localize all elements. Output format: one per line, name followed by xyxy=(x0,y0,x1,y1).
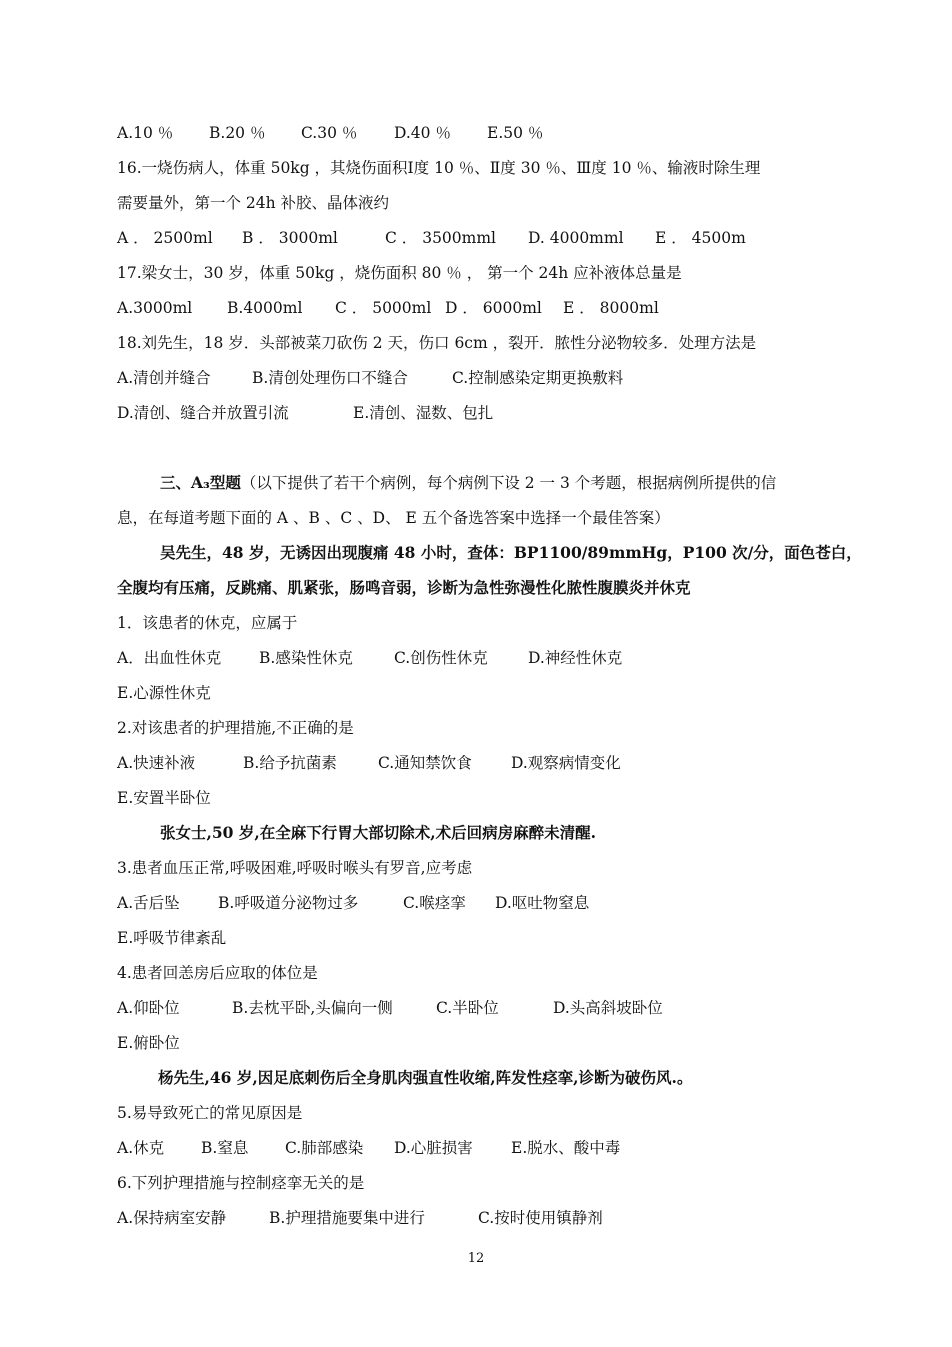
answer-option: C ． 5000ml xyxy=(335,299,432,317)
answer-option: C.半卧位 xyxy=(436,999,499,1017)
answer-option: A.清创并缝合 xyxy=(117,369,211,387)
case-description: 吴先生，48 岁，无诱因出现腹痛 48 小时，查体：BP1100/89mmHg，P100 次/分，面色苍白， xyxy=(160,543,862,562)
question-text: 6.下列护理措施与控制痉挛无关的是 xyxy=(117,1174,365,1192)
answer-option: B.清创处理伤口不缝合 xyxy=(252,369,408,387)
question-text: 3.患者血压正常,呼吸困难,呼吸时喉头有罗音,应考虑 xyxy=(117,859,473,877)
answer-option: B.呼吸道分泌物过多 xyxy=(218,894,359,912)
answer-option: D.神经性休克 xyxy=(528,649,623,667)
answer-option: C.肺部感染 xyxy=(285,1139,364,1157)
answer-option: B.4000ml xyxy=(227,299,303,317)
answer-option: C.控制感染定期更换敷料 xyxy=(452,369,624,387)
answer-option: D. 4000mml xyxy=(528,229,624,247)
answer-option: D.40 ％ xyxy=(394,124,451,142)
question-text: 16.一烧伤病人，体重 50kg ，其烧伤面积Ⅰ度 10 ％、Ⅱ度 30 ％、Ⅲ度 10 ％、输液时除生理 xyxy=(117,159,761,177)
answer-option: D.心脏损害 xyxy=(394,1139,473,1157)
answer-option: A.3000ml xyxy=(117,299,193,317)
question-text: 2.对该患者的护理措施,不正确的是 xyxy=(117,719,354,737)
question-text: 18.刘先生，18 岁．头部被菜刀砍伤 2 天，伤口 6cm ，裂开．脓性分泌物较多．处理方法是 xyxy=(117,334,757,352)
question-text: 17.梁女士，30 岁，体重 50kg ，烧伤面积 80 ％ ， 第一个 24h 应补液体总量是 xyxy=(117,264,682,282)
case-description: 张女士,50 岁,在全麻下行胃大部切除术,术后回病房麻醉未清醒. xyxy=(160,823,597,842)
answer-option: D ． 6000ml xyxy=(445,299,542,317)
answer-option: C.按时使用镇静剂 xyxy=(478,1209,603,1227)
question-text: 1．该患者的休克，应属于 xyxy=(117,614,298,632)
answer-option: A．出血性休克 xyxy=(117,649,222,667)
answer-option: D.观察病情变化 xyxy=(511,754,621,772)
answer-option: E ． 4500m xyxy=(655,229,746,247)
answer-option: B.给予抗菌素 xyxy=(243,754,337,772)
answer-option: D.呕吐物窒息 xyxy=(495,894,590,912)
answer-option: B ． 3000ml xyxy=(242,229,338,247)
answer-option: D.清创、缝合并放置引流 xyxy=(117,404,289,422)
answer-option: B.护理措施要集中进行 xyxy=(269,1209,425,1227)
question-text: 5.易导致死亡的常见原因是 xyxy=(117,1104,303,1122)
answer-option: D.头高斜坡卧位 xyxy=(553,999,663,1017)
answer-option: E.50 ％ xyxy=(487,124,544,142)
question-text: E.心源性休克 xyxy=(117,684,211,702)
answer-option: C.30 ％ xyxy=(301,124,358,142)
question-text: 需要量外，第一个 24h 补胶、晶体液约 xyxy=(117,194,390,212)
question-text: 4.患者回恙房后应取的体位是 xyxy=(117,964,318,982)
case-description: 全腹均有压痛，反跳痛、肌紧张，肠鸣音弱，诊断为急性弥漫性化脓性腹膜炎并休克 xyxy=(117,578,691,597)
answer-option: B.20 ％ xyxy=(209,124,266,142)
question-text: E.俯卧位 xyxy=(117,1034,180,1052)
question-text: E.安置半卧位 xyxy=(117,789,211,807)
answer-option: A ． 2500ml xyxy=(117,229,213,247)
answer-option: C ． 3500mml xyxy=(385,229,497,247)
answer-option: B.感染性休克 xyxy=(259,649,353,667)
section-heading-line xyxy=(160,472,912,494)
question-text: 息，在每道考题下面的 A 、B 、C 、D、 E 五个备选答案中选择一个最佳答案） xyxy=(117,509,670,527)
section-heading: 三、A₃型题 xyxy=(160,473,241,492)
answer-option: A.休克 xyxy=(117,1139,165,1157)
answer-option: A.舌后坠 xyxy=(117,894,180,912)
answer-option: E ． 8000ml xyxy=(563,299,659,317)
question-text: E.呼吸节律紊乱 xyxy=(117,929,227,947)
answer-option: E.脱水、酸中毒 xyxy=(511,1139,621,1157)
answer-option: B.窒息 xyxy=(201,1139,249,1157)
answer-option: A.保持病室安静 xyxy=(117,1209,227,1227)
page-number: 12 xyxy=(467,1251,485,1266)
answer-option: A.快速补液 xyxy=(117,754,196,772)
answer-option: B.去枕平卧,头偏向一侧 xyxy=(232,999,393,1017)
case-description: 杨先生,46 岁,因足底刺伤后全身肌肉强直性收缩,阵发性痉挛,诊断为破伤风.。 xyxy=(158,1068,693,1087)
answer-option: E.清创、湿数、包扎 xyxy=(353,404,494,422)
answer-option: A.10 ％ xyxy=(117,124,174,142)
answer-option: C.通知禁饮食 xyxy=(378,754,472,772)
section-instructions: （以下提供了若干个病例，每个病例下设 2 一 3 个考题，根据病例所提供的信 xyxy=(240,474,777,492)
answer-option: C.喉痉挛 xyxy=(403,894,466,912)
answer-option: A.仰卧位 xyxy=(117,999,180,1017)
answer-option: C.创伤性休克 xyxy=(394,649,488,667)
